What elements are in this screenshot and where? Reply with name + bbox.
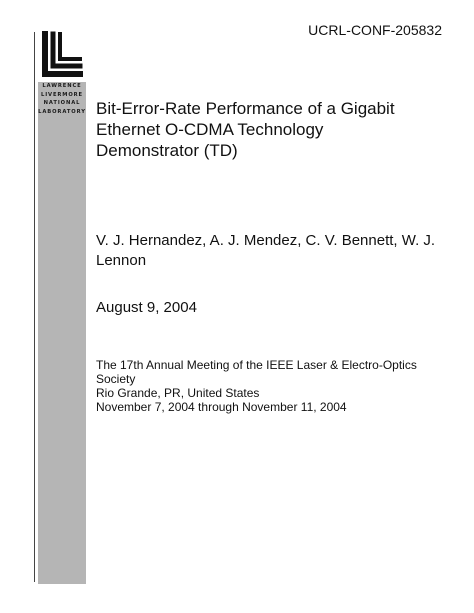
conference-line: The 17th Annual Meeting of the IEEE Laser & Electro-Optics bbox=[96, 358, 417, 372]
lab-name-line: NATIONAL bbox=[43, 100, 81, 106]
authors: V. J. Hernandez, A. J. Mendez, C. V. Bennett, W. J. Lennon bbox=[96, 232, 436, 269]
lab-name-line: LAWRENCE bbox=[42, 83, 82, 89]
conference-info bbox=[96, 358, 456, 414]
document-title: Bit-Error-Rate Performance of a Gigabit Ethernet O-CDMA Technology Demonstrator (TD) bbox=[96, 99, 395, 160]
llnl-logo bbox=[38, 28, 86, 82]
report-number: UCRL-CONF-205832 bbox=[308, 22, 442, 38]
lab-name-line: LABORATORY bbox=[38, 108, 86, 115]
conference-line: Rio Grande, PR, United States bbox=[96, 386, 260, 400]
document-date: August 9, 2004 bbox=[96, 299, 197, 316]
lab-name-line: LIVERMORE bbox=[41, 91, 83, 98]
lab-name bbox=[38, 82, 86, 116]
conference-line: Society bbox=[96, 372, 136, 386]
left-margin-rule bbox=[34, 32, 35, 582]
conference-line: November 7, 2004 through November 11, 2004 bbox=[96, 400, 347, 414]
